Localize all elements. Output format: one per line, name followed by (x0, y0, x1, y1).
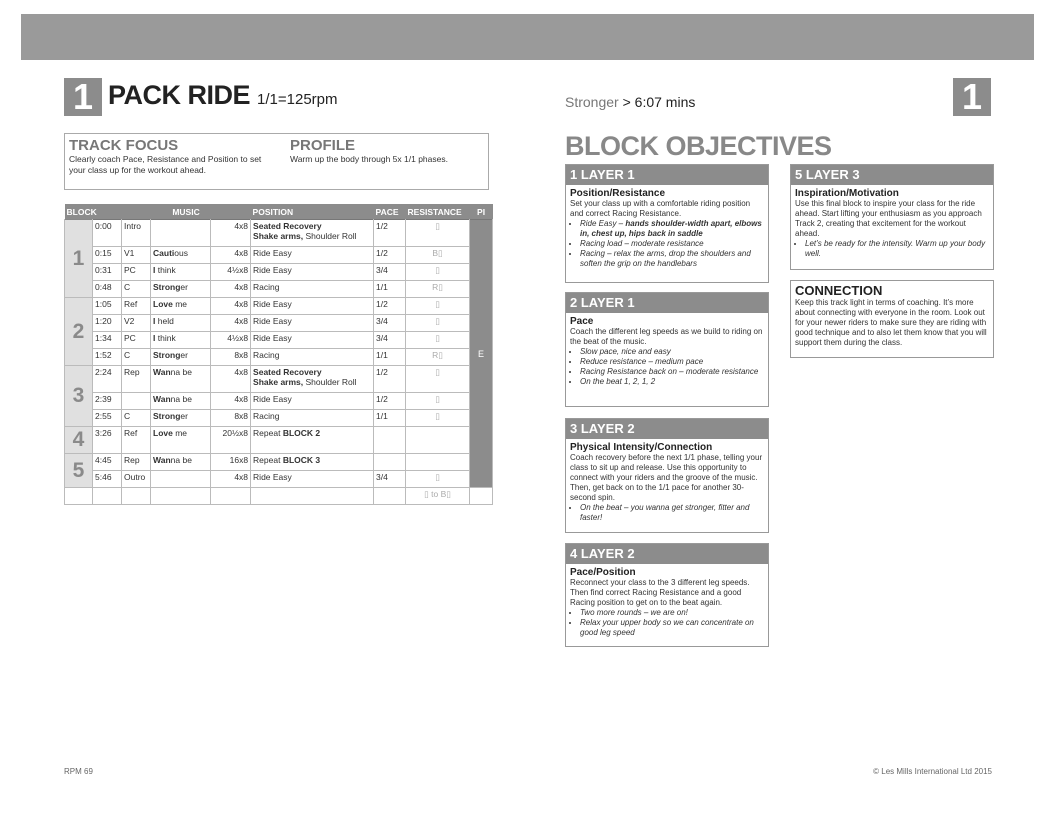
pace-cell: 3/4 (374, 471, 406, 488)
block-number: 5 (65, 454, 93, 488)
lyric-rest: think (155, 265, 176, 275)
layer-box (565, 164, 769, 283)
count-cell: 4x8 (211, 247, 251, 264)
lyric-cell (151, 366, 211, 393)
track-focus-heading: TRACK FOCUS (69, 137, 179, 154)
position-cell: Ride Easy (251, 332, 374, 349)
col-pi: PI (470, 204, 493, 220)
layer-bullet: • On the beat 1, 2, 1, 2 (580, 377, 764, 387)
position-cell: Ride Easy (251, 247, 374, 264)
lyric-bold: Strong (153, 350, 181, 360)
track-focus-text: Clearly coach Pace, Resistance and Position to set your class up for the workout ahead. (69, 154, 262, 175)
section-cell: V2 (122, 315, 151, 332)
lyric-cell (151, 349, 211, 366)
duration: > 6:07 mins (622, 94, 696, 110)
position-text: Repeat (253, 455, 283, 465)
resistance-cell: ▯ (406, 471, 470, 488)
time-cell: 2:39 (93, 393, 122, 410)
section-cell: Rep (122, 454, 151, 471)
position-bold: BLOCK 2 (282, 428, 321, 438)
layer-bullets (570, 347, 764, 387)
layer-bullet: • Racing Resistance back on – moderate resistance (580, 367, 764, 377)
section-cell: PC (122, 264, 151, 281)
count-cell: 8x8 (211, 410, 251, 427)
pace-cell (374, 454, 406, 471)
time-cell: 4:45 (93, 454, 122, 471)
layer-text: Set your class up with a comfortable riding position and correct Racing Resistance. (570, 199, 751, 218)
bullet-text: Racing – relax the arms, drop the shoulders and soften the grip on the handlebars (580, 249, 751, 268)
time-cell: 0:31 (93, 264, 122, 281)
layer-bullets (570, 608, 764, 638)
lyric-cell (151, 220, 211, 247)
lyric-cell (151, 454, 211, 471)
lyric-cell (151, 393, 211, 410)
layer-bullet: • On the beat – you wanna get stronger, fitter and faster! (580, 503, 764, 523)
footer-left: RPM 69 (64, 767, 93, 776)
col-position: POSITION (251, 204, 374, 220)
lyric-rest: me (172, 428, 188, 438)
time-cell: 1:20 (93, 315, 122, 332)
layer-header: 1 LAYER 1 (566, 165, 768, 185)
block-objectives-title: BLOCK OBJECTIVES (565, 131, 832, 161)
time-cell: 2:55 (93, 410, 122, 427)
layer-bullet (580, 239, 764, 249)
block-number: 1 (65, 220, 93, 298)
pi-cell: E (470, 220, 493, 488)
layer-text: Coach recovery before the next 1/1 phase, telling your class to sit up and release. Use this opportunity to connect with your riders and the groove of the music. Then, get back on to the 1/1 pace for another 30-second spin. (570, 453, 763, 502)
section-cell (122, 393, 151, 410)
focus-profile-box (64, 133, 489, 190)
lyric-rest: me (172, 299, 188, 309)
layer-body (566, 439, 768, 526)
layer-subtitle: Pace/Position (570, 567, 636, 578)
count-cell: 4x8 (211, 315, 251, 332)
block-number: 4 (65, 427, 93, 454)
pi-empty-cell (470, 488, 493, 505)
connection-text: Keep this track light in terms of coaching. It’s more about connecting with everyone in the room. Look out for your newer riders to make sure they are riding with good technique and to also let them know that you will support them during the class. (795, 298, 987, 347)
pace-cell: 3/4 (374, 332, 406, 349)
pace-cell: 1/1 (374, 281, 406, 298)
section-cell: Rep (122, 366, 151, 393)
layer-bullet: • Relax your upper body so we can concentrate on good leg speed (580, 618, 764, 638)
table-row (65, 281, 493, 298)
resistance-cell: ▯ (406, 298, 470, 315)
table-row (65, 393, 493, 410)
position-cell: Ride Easy (251, 264, 374, 281)
table-row (65, 247, 493, 264)
profile-heading: PROFILE (290, 137, 356, 154)
resistance-cell: ▯ to B▯ (406, 488, 470, 505)
table-row (65, 332, 493, 349)
resistance-cell: ▯ (406, 393, 470, 410)
position-rest: Shoulder Roll (303, 231, 357, 241)
position-bold: BLOCK 3 (282, 455, 321, 465)
lyric-rest: er (180, 411, 188, 421)
layer-subtitle: Inspiration/Motivation (795, 188, 899, 199)
resistance-cell: ▯ (406, 410, 470, 427)
pace-cell (374, 427, 406, 454)
table-row (65, 315, 493, 332)
layer-header: 3 LAYER 2 (566, 419, 768, 439)
count-cell: 8x8 (211, 349, 251, 366)
block-number: 3 (65, 366, 93, 427)
lyric-bold: Love (153, 428, 173, 438)
rpm-text: 1/1=125rpm (257, 91, 338, 108)
layer-box (565, 292, 769, 407)
resistance-cell: R▯ (406, 349, 470, 366)
position-text: Repeat (253, 428, 283, 438)
layer-text: Use this final block to inspire your class for the ride ahead. Start lifting your enthusiasm as you approach Track 2, creating that excitement for the workout ahead. (795, 199, 982, 238)
time-cell: 5:46 (93, 471, 122, 488)
table-row (65, 410, 493, 427)
layer-header: 4 LAYER 2 (566, 544, 768, 564)
table-row (65, 454, 493, 471)
section-cell: Ref (122, 427, 151, 454)
position-cell (251, 366, 374, 393)
table-row (65, 264, 493, 281)
lyric-rest: think (155, 333, 176, 343)
title-text: PACK RIDE (108, 80, 251, 110)
lyric-bold: I (153, 333, 156, 343)
resistance-cell (406, 427, 470, 454)
section-cell (122, 488, 151, 505)
lyric-bold: Wan (153, 394, 171, 404)
layer-box (565, 543, 769, 647)
position-rest: Shoulder Roll (303, 377, 357, 387)
layer-box (790, 164, 994, 270)
layer-body (566, 313, 768, 390)
pace-cell: 1/1 (374, 349, 406, 366)
position-bold-2: Shake arms, (253, 231, 304, 241)
pace-cell: 3/4 (374, 315, 406, 332)
top-banner (21, 14, 1034, 60)
lyric-rest: held (155, 316, 174, 326)
section-cell: Intro (122, 220, 151, 247)
resistance-cell: ▯ (406, 332, 470, 349)
layer-bullets (795, 239, 989, 259)
position-cell: Ride Easy (251, 315, 374, 332)
position-cell (251, 454, 374, 471)
resistance-cell (406, 454, 470, 471)
resistance-cell: ▯ (406, 315, 470, 332)
block-number: 2 (65, 298, 93, 366)
layer-body (566, 564, 768, 641)
count-cell: 4x8 (211, 220, 251, 247)
layer-bullet: • Reduce resistance – medium pace (580, 357, 764, 367)
layer-bullets (570, 503, 764, 523)
lyric-rest: er (180, 350, 188, 360)
time-cell: 1:05 (93, 298, 122, 315)
layer-subtitle: Position/Resistance (570, 188, 666, 199)
bullet-bold: hands shoulder-width apart, elbows in, chest up, hips back in saddle (580, 219, 762, 238)
time-cell: 2:24 (93, 366, 122, 393)
lyric-bold: Wan (153, 367, 171, 377)
table-row (65, 349, 493, 366)
position-cell (251, 427, 374, 454)
position-cell: Ride Easy (251, 471, 374, 488)
pace-cell: 1/1 (374, 410, 406, 427)
position-cell: Racing (251, 349, 374, 366)
lyric-bold: I (153, 316, 156, 326)
lyric-bold: Love (153, 299, 173, 309)
footer-right: © Les Mills International Ltd 2015 (873, 767, 992, 776)
resistance-cell: ▯ (406, 220, 470, 247)
lyric-bold: Strong (153, 411, 181, 421)
lyric-bold: Wan (153, 455, 171, 465)
position-cell: Ride Easy (251, 298, 374, 315)
profile (290, 137, 480, 165)
position-bold: Seated Recovery (253, 367, 322, 377)
layer-bullet: • Slow pace, nice and easy (580, 347, 764, 357)
table-row (65, 298, 493, 315)
section-cell: Outro (122, 471, 151, 488)
lyric-cell (151, 247, 211, 264)
lyric-rest: er (180, 282, 188, 292)
track-number-left: 1 (64, 78, 102, 116)
section-cell: Ref (122, 298, 151, 315)
col-pace: PACE (374, 204, 406, 220)
count-cell: 4x8 (211, 366, 251, 393)
lyric-cell (151, 427, 211, 454)
track-title (108, 80, 338, 111)
section-cell: C (122, 281, 151, 298)
lyric-rest: na be (170, 455, 192, 465)
count-cell (211, 488, 251, 505)
col-block: BLOCK (65, 204, 122, 220)
layer-bullet: • Let’s be ready for the intensity. Warm up your body well. (805, 239, 989, 259)
connection-box (790, 280, 994, 358)
count-cell: 16x8 (211, 454, 251, 471)
resistance-cell: ▯ (406, 264, 470, 281)
col-resistance: RESISTANCE (406, 204, 470, 220)
time-cell (93, 488, 122, 505)
lyric-cell (151, 471, 211, 488)
lyric-rest: na be (170, 394, 192, 404)
lyric-rest: na be (170, 367, 192, 377)
section-cell: V1 (122, 247, 151, 264)
layer-bullet: • Two more rounds – we are on! (580, 608, 764, 618)
count-cell: 4x8 (211, 281, 251, 298)
lyric-cell (151, 488, 211, 505)
col-music: MUSIC (122, 204, 251, 220)
time-cell: 0:15 (93, 247, 122, 264)
layer-subtitle: Physical Intensity/Connection (570, 442, 713, 453)
lyric-bold: Cauti (153, 248, 175, 258)
layer-text: Reconnect your class to the 3 different leg speeds. Then find correct Racing Resistance and a good Racing position to get on to the beat again. (570, 578, 750, 607)
resistance-cell: R▯ (406, 281, 470, 298)
layer-body (566, 185, 768, 272)
choreography-table (64, 204, 492, 505)
lyric-cell (151, 315, 211, 332)
position-bold: Seated Recovery (253, 221, 322, 231)
count-cell: 20½x8 (211, 427, 251, 454)
table-row (65, 471, 493, 488)
count-cell: 4½x8 (211, 332, 251, 349)
position-cell (251, 220, 374, 247)
pace-cell: 1/2 (374, 247, 406, 264)
resistance-cell: ▯ (406, 366, 470, 393)
time-cell: 1:34 (93, 332, 122, 349)
section-cell: C (122, 349, 151, 366)
layer-body (791, 185, 993, 262)
track-focus (69, 137, 269, 175)
layer-subtitle: Pace (570, 316, 594, 327)
section-cell: C (122, 410, 151, 427)
pace-cell: 3/4 (374, 264, 406, 281)
layer-bullet (580, 219, 764, 239)
lyric-bold: Strong (153, 282, 181, 292)
lyric-cell (151, 281, 211, 298)
time-cell: 3:26 (93, 427, 122, 454)
table-header (65, 204, 493, 220)
pace-cell: 1/2 (374, 393, 406, 410)
lyric-cell (151, 264, 211, 281)
count-cell: 4½x8 (211, 264, 251, 281)
section-cell: PC (122, 332, 151, 349)
layer-header: 5 LAYER 3 (791, 165, 993, 185)
bullet-text: Racing load – moderate resistance (580, 239, 704, 248)
pace-cell: 1/2 (374, 220, 406, 247)
lyric-cell (151, 410, 211, 427)
position-bold-2: Shake arms, (253, 377, 304, 387)
empty-cell (65, 488, 93, 505)
lyric-cell (151, 332, 211, 349)
song-duration (565, 94, 695, 110)
layer-bullet (580, 249, 764, 269)
time-cell: 0:48 (93, 281, 122, 298)
count-cell: 4x8 (211, 471, 251, 488)
lyric-bold: I (153, 265, 156, 275)
bullet-text: Ride Easy – (580, 219, 626, 228)
position-cell (251, 488, 374, 505)
count-cell: 4x8 (211, 393, 251, 410)
pace-cell (374, 488, 406, 505)
layer-box (565, 418, 769, 533)
layer-text: Coach the different leg speeds as we build to riding on the beat of the music. (570, 327, 763, 346)
time-cell: 1:52 (93, 349, 122, 366)
lyric-rest: ous (174, 248, 188, 258)
table-row (65, 427, 493, 454)
table-row (65, 488, 493, 505)
pace-cell: 1/2 (374, 298, 406, 315)
song-name: Stronger (565, 94, 619, 110)
connection-heading: CONNECTION (795, 283, 883, 298)
layer-bullets (570, 219, 764, 269)
position-cell: Ride Easy (251, 393, 374, 410)
position-cell: Racing (251, 410, 374, 427)
resistance-cell: B▯ (406, 247, 470, 264)
track-number-right: 1 (953, 78, 991, 116)
layer-header: 2 LAYER 1 (566, 293, 768, 313)
time-cell: 0:00 (93, 220, 122, 247)
lyric-cell (151, 298, 211, 315)
profile-text: Warm up the body through 5x 1/1 phases. (290, 154, 448, 164)
pace-cell: 1/2 (374, 366, 406, 393)
count-cell: 4x8 (211, 298, 251, 315)
table-row (65, 366, 493, 393)
position-cell: Racing (251, 281, 374, 298)
table-row (65, 220, 493, 247)
